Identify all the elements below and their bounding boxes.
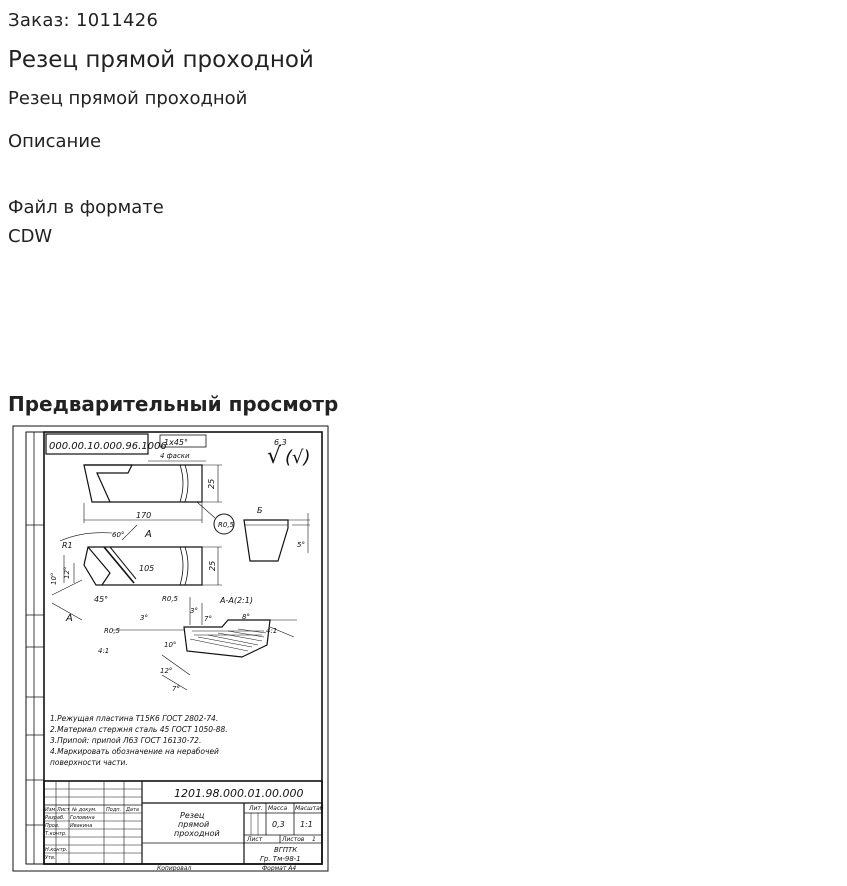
scale-value: 1:1 [300, 820, 313, 829]
stamp-check-name: Ивакина [70, 823, 93, 829]
dim-side-a: 12° [63, 566, 71, 579]
view-b-label: Б [257, 506, 263, 515]
chamfer-label: 1х45° [164, 438, 189, 447]
note-1: 1.Режущая пластина Т15К6 ГОСТ 2802-74. [50, 714, 219, 723]
dim-section-d: R0,5 [104, 627, 120, 635]
dim-height: 25 [207, 478, 216, 489]
stamp-dev-name: Головина [70, 815, 95, 821]
stamp-date: Дата [126, 807, 139, 813]
dim-section-f: 4:1 [266, 627, 278, 635]
chamfer-note: 4 фаски [160, 452, 190, 460]
order-number: 1011426 [75, 10, 159, 31]
dim-section-e: 4:1 [98, 647, 110, 655]
section-aa [112, 597, 297, 690]
tool-top-view [84, 465, 222, 523]
stamp-check-label: Пров. [45, 823, 60, 829]
section-label: А-А(2:1) [220, 596, 253, 605]
detail-label: R0,5 [218, 521, 234, 529]
sheet-label: Лист [247, 836, 263, 843]
note-2: 2.Материал стержня сталь 45 ГОСТ 1050-88. [50, 725, 228, 734]
product-subtitle: Резец прямой проходной [8, 88, 248, 109]
roughness-bracket: (√) [285, 447, 311, 468]
stamp-sheet-col: Лист [57, 807, 70, 813]
order-line [8, 10, 158, 31]
dim-section-a: R0,5 [162, 595, 178, 603]
doc-code: 1201.98.000.01.00.000 [174, 787, 304, 800]
description-label: Описание [8, 131, 102, 152]
stamp-approved: Утв. [45, 855, 56, 861]
dim-section-c: 7° [204, 615, 212, 623]
stamp-doc-no: № докум. [72, 807, 97, 813]
angle-8: 8° [242, 613, 250, 621]
angle-60: 60° [112, 531, 125, 539]
part-name-2: прямой [178, 820, 210, 829]
left-strip [26, 432, 44, 864]
preview-heading: Предварительный просмотр [8, 392, 339, 416]
part-name-3: проходной [174, 829, 220, 838]
dim-inner: 105 [139, 564, 155, 573]
angle-12: 12° [160, 667, 173, 675]
angle-10: 10° [164, 641, 177, 649]
note-4: 4.Маркировать обозначение на нерабочей [50, 747, 219, 756]
stamp-dev-label: Разраб. [45, 815, 65, 821]
note-3: 3.Припой: припой Л63 ГОСТ 16130-72. [50, 736, 202, 745]
dim-section-b: 3° [190, 607, 198, 615]
format-label: Формат А4 [262, 865, 297, 872]
tool-front-view [52, 525, 222, 620]
stamp-tcontrol: Т.контр. [45, 831, 67, 837]
stamp-change: Изм. [45, 807, 57, 813]
product-title: Резец прямой проходной [8, 47, 314, 73]
stamp-code: 000.00.10.000.96.1006 [49, 441, 167, 452]
roughness-symbol: √ [267, 444, 282, 469]
angle-3: 3° [140, 614, 148, 622]
stamp-ncontrol: Н.контр. [45, 847, 68, 853]
dim-length: 170 [136, 511, 152, 520]
section-marker-top: А [145, 529, 152, 540]
part-name-1: Резец [180, 811, 205, 820]
dim-side-b: 10° [50, 572, 58, 585]
section-marker-bottom: А [66, 613, 73, 624]
org-line-1: ВГПТК [274, 846, 298, 854]
note-5: поверхности части. [50, 758, 128, 767]
roughness-value: 6,3 [274, 438, 287, 447]
stamp-sign: Подп. [106, 807, 122, 813]
angle-7: 7° [172, 685, 180, 693]
sheets-label: Листов [282, 836, 305, 843]
org-line-2: Гр. Тм-98-1 [260, 855, 301, 863]
sheets-value: 1 [312, 836, 316, 843]
scale-label: Масштаб [295, 805, 324, 812]
tool-view-b [244, 513, 310, 561]
mass-value: 0,3 [272, 820, 285, 829]
copied-label: Копировал [157, 865, 192, 872]
drawing-preview[interactable] [12, 425, 330, 873]
angle-45: 45° [94, 595, 109, 604]
dim-width: 25 [208, 560, 217, 571]
mass-label: Масса [268, 805, 288, 812]
lit-label: Лит. [249, 805, 263, 812]
dim-r1: R1 [62, 541, 73, 550]
drawing-svg [12, 425, 330, 873]
order-label: Заказ: [8, 10, 70, 31]
angle-5: 5° [297, 541, 305, 549]
file-format-text: Файл в формате CDW [8, 197, 164, 247]
tech-notes [50, 714, 228, 767]
